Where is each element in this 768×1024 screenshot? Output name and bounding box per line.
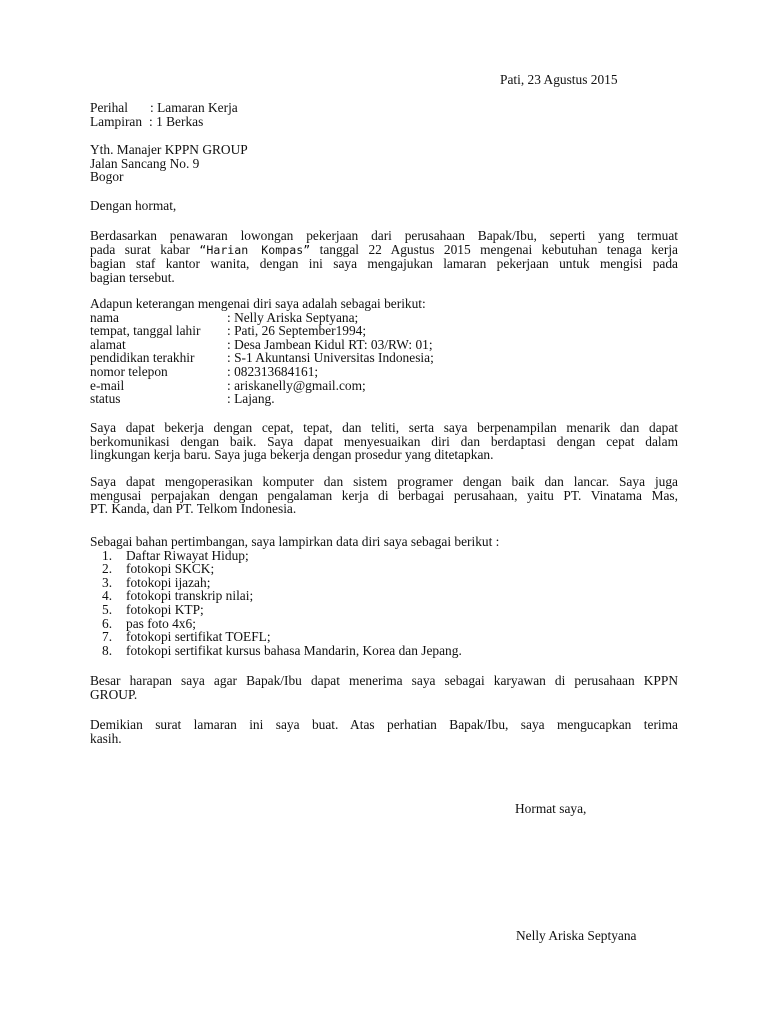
list-item <box>90 603 678 617</box>
paragraph-line: kasih. <box>90 730 122 746</box>
letter-header <box>90 101 678 128</box>
identity-row-nama <box>90 311 678 325</box>
paragraph-line: Demikian surat lamaran ini saya buat. Atas perhatian Bapak/Ibu, saya mengucapkan terima <box>90 717 678 732</box>
identity-row-pendidikan <box>90 351 678 365</box>
item-number: 8. <box>102 642 113 658</box>
signature-name: Nelly Ariska Septyana <box>516 928 637 943</box>
identity-value: : 082313684161; <box>227 363 319 379</box>
perihal-value: : Lamaran Kerja <box>150 100 238 115</box>
text-run: tanggal 22 Agustus 2015 mengenai kebutuhan tenaga kerja <box>310 241 678 257</box>
item-text: Daftar Riwayat Hidup; <box>126 547 249 563</box>
paragraph-line: berkomunikasi dengan baik. Saya dapat menyesuaikan diri dan berdaptasi dengan cepat dalam <box>90 433 678 449</box>
identity-label: alamat <box>90 336 126 352</box>
item-text: fotokopi sertifikat kursus bahasa Mandarin, Korea dan Jepang. <box>126 642 462 658</box>
paragraph-line: Saya dapat bekerja dengan cepat, tepat, dan teliti, serta saya berpenampilan menarik dan dapat <box>90 420 678 435</box>
identity-label: nama <box>90 309 119 325</box>
identity-value: : Desa Jambean Kidul RT: 03/RW: 01; <box>227 336 433 352</box>
identity-label: e-mail <box>90 377 125 393</box>
identity-label: nomor telepon <box>90 363 168 379</box>
item-text: fotokopi ijazah; <box>126 574 211 590</box>
identity-label: status <box>90 391 121 407</box>
identity-label: pendidikan terakhir <box>90 350 195 366</box>
perihal-row <box>90 101 678 115</box>
identity-value: : Nelly Ariska Septyana; <box>227 309 359 325</box>
closing-paragraph <box>90 718 678 745</box>
paragraph-line: mengusai perpajakan dengan pengalaman kerja di berbagai perusahaan, yaitu PT. Vinatama Mas, <box>90 487 678 503</box>
list-item <box>90 644 678 658</box>
item-text: fotokopi sertifikat TOEFL; <box>126 629 271 645</box>
list-item <box>90 617 678 631</box>
paragraph-line: Berdasarkan penawaran lowongan pekerjaan dari perusahaan Bapak/Ibu, seperti yang termuat <box>90 228 678 243</box>
recipient-block <box>90 143 678 184</box>
list-item <box>90 630 678 644</box>
computer-paragraph <box>90 475 678 516</box>
paragraph-line: PT. Kanda, dan PT. Telkom Indonesia. <box>90 501 297 517</box>
identity-label: tempat, tanggal lahir <box>90 323 201 339</box>
paragraph-line: GROUP. <box>90 686 138 702</box>
identity-intro: Adapun keterangan mengenai diri saya adalah sebagai berikut: <box>90 296 426 311</box>
recipient-address: Jalan Sancang No. 9 <box>90 155 200 171</box>
identity-value: : Pati, 26 September1994; <box>227 323 367 339</box>
salutation: Dengan hormat, <box>90 198 177 213</box>
attachments-intro: Sebagai bahan pertimbangan, saya lampirkan data diri saya sebagai berikut : <box>90 534 500 549</box>
identity-value: : S-1 Akuntansi Universitas Indonesia; <box>227 350 434 366</box>
item-number: 2. <box>102 561 113 577</box>
identity-block <box>90 297 678 406</box>
lampiran-value: : 1 Berkas <box>149 113 204 129</box>
item-number: 7. <box>102 629 113 645</box>
recipient-line: Yth. Manajer KPPN GROUP <box>90 142 248 157</box>
hope-paragraph <box>90 674 678 701</box>
paragraph-line: bagian staf kantor wanita, dengan ini saya mengajukan lamaran pekerjaan untuk mengisi pada <box>90 256 678 272</box>
paragraph-line <box>90 243 678 258</box>
item-text: fotokopi SKCK; <box>126 561 215 577</box>
identity-row-status <box>90 392 678 406</box>
letter-date: Pati, 23 Agustus 2015 <box>500 72 618 87</box>
lampiran-label: Lampiran <box>90 113 143 129</box>
identity-row-alamat <box>90 338 678 352</box>
item-number: 5. <box>102 601 113 617</box>
lampiran-row <box>90 115 678 129</box>
list-item <box>90 562 678 576</box>
identity-value: : ariskanelly@gmail.com; <box>227 377 366 393</box>
identity-row-telepon <box>90 365 678 379</box>
list-item <box>90 576 678 590</box>
item-number: 1. <box>102 547 113 563</box>
paragraph-line: bagian tersebut. <box>90 269 175 285</box>
newspaper-name: “Harian Kompas” <box>199 242 311 257</box>
list-item <box>90 589 678 603</box>
attachments-block <box>90 535 678 657</box>
identity-value: : Lajang. <box>227 391 275 407</box>
skills-paragraph <box>90 421 678 462</box>
recipient-city: Bogor <box>90 169 124 185</box>
list-item <box>90 549 678 563</box>
item-number: 4. <box>102 588 113 604</box>
item-text: fotokopi KTP; <box>126 601 204 617</box>
intro-paragraph <box>90 229 678 284</box>
paragraph-line: Besar harapan saya agar Bapak/Ibu dapat menerima saya sebagai karyawan di perusahaan KPPN <box>90 673 678 688</box>
identity-row-ttl <box>90 324 678 338</box>
item-number: 6. <box>102 615 113 631</box>
paragraph-line: lingkungan kerja baru. Saya juga bekerja dengan prosedur yang ditetapkan. <box>90 447 494 463</box>
closing-greeting: Hormat saya, <box>515 801 587 816</box>
attachments-list <box>90 549 678 658</box>
item-text: fotokopi transkrip nilai; <box>126 588 254 604</box>
item-number: 3. <box>102 574 113 590</box>
text-run: pada surat kabar <box>90 241 200 257</box>
paragraph-line: Saya dapat mengoperasikan komputer dan sistem programer dengan baik dan lancar. Saya juga <box>90 474 678 489</box>
identity-row-email <box>90 379 678 393</box>
perihal-label: Perihal <box>90 100 128 115</box>
item-text: pas foto 4x6; <box>126 615 196 631</box>
